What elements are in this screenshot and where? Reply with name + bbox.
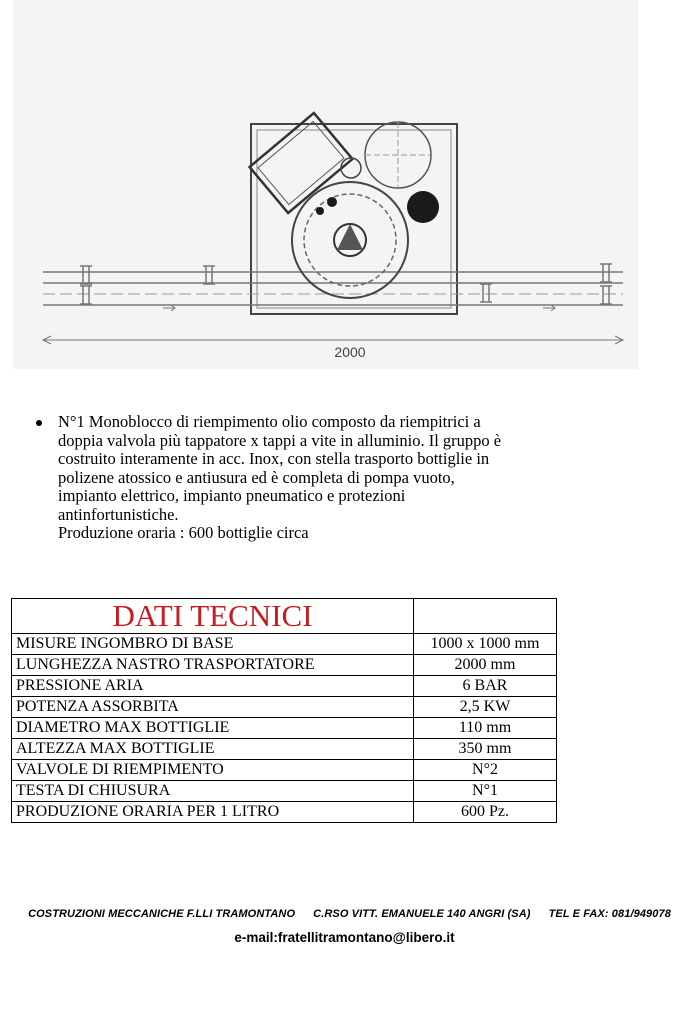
spec-value: N°2 bbox=[414, 760, 557, 781]
spec-label: PRESSIONE ARIA bbox=[12, 676, 414, 697]
spec-value: N°1 bbox=[414, 781, 557, 802]
table-row bbox=[12, 760, 557, 781]
table-row bbox=[12, 676, 557, 697]
dimension-label: 2000 bbox=[334, 344, 366, 360]
table-row bbox=[12, 781, 557, 802]
table-row bbox=[12, 802, 557, 823]
table-row bbox=[12, 634, 557, 655]
spec-value: 110 mm bbox=[414, 718, 557, 739]
description-line: costruito interamente in acc. Inox, con stella trasporto bottiglie in bbox=[58, 449, 490, 468]
spec-value: 1000 x 1000 mm bbox=[414, 634, 557, 655]
company-address: C.RSO VITT. EMANUELE 140 ANGRI (SA) bbox=[313, 908, 531, 920]
spec-label: PRODUZIONE ORARIA PER 1 LITRO bbox=[12, 802, 414, 823]
spec-label: MISURE INGOMBRO DI BASE bbox=[12, 634, 414, 655]
bullet-icon bbox=[36, 420, 42, 426]
machine-drawing bbox=[13, 0, 638, 369]
spec-value: 2,5 KW bbox=[414, 697, 557, 718]
company-name: COSTRUZIONI MECCANICHE F.LLI TRAMONTANO bbox=[28, 908, 296, 920]
table-row bbox=[12, 739, 557, 760]
spec-value: 350 mm bbox=[414, 739, 557, 760]
description-line: doppia valvola più tappatore x tappi a vite in alluminio. Il gruppo è bbox=[58, 430, 502, 450]
machine-layout-diagram bbox=[13, 0, 638, 369]
table-row bbox=[12, 697, 557, 718]
spec-label: POTENZA ASSORBITA bbox=[12, 697, 414, 718]
spec-label: LUNGHEZZA NASTRO TRASPORTATORE bbox=[12, 655, 414, 676]
table-row bbox=[12, 718, 557, 739]
company-phone: TEL E FAX: 081/949078 bbox=[548, 908, 671, 920]
technical-data-table bbox=[11, 598, 557, 823]
spec-label: ALTEZZA MAX BOTTIGLIE bbox=[12, 739, 414, 760]
description-line: impianto elettrico, impianto pneumatico e protezioni bbox=[58, 486, 406, 505]
table-title: DATI TECNICI bbox=[12, 599, 414, 634]
footer bbox=[0, 908, 689, 945]
email-link[interactable]: e-mail:fratellitramontano@libero.it bbox=[234, 930, 455, 945]
spec-label: DIAMETRO MAX BOTTIGLIE bbox=[12, 718, 414, 739]
table-title-empty-cell bbox=[414, 599, 557, 634]
spec-label: VALVOLE DI RIEMPIMENTO bbox=[12, 760, 414, 781]
spec-label: TESTA DI CHIUSURA bbox=[12, 781, 414, 802]
spec-value: 2000 mm bbox=[414, 655, 557, 676]
company-line bbox=[10, 908, 689, 920]
description-list-item bbox=[36, 413, 556, 543]
table-row bbox=[12, 655, 557, 676]
spec-value: 6 BAR bbox=[414, 676, 557, 697]
description-line: polizene atossico e antiusura ed è completa di pompa vuoto, bbox=[58, 467, 455, 487]
description-line: N°1 Monoblocco di riempimento olio composto da riempitrici a bbox=[58, 412, 481, 431]
production-line: Produzione oraria : 600 bottiglie circa bbox=[58, 523, 309, 542]
spec-value: 600 Pz. bbox=[414, 802, 557, 823]
description-line: antinfortunistiche. bbox=[58, 504, 179, 524]
